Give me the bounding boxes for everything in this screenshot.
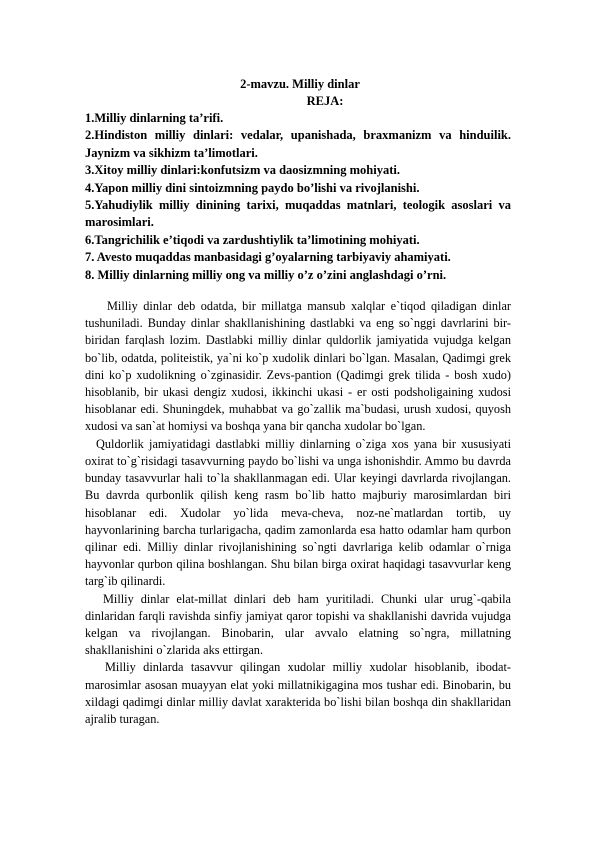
- plan-item: 4.Yapon milliy dini sintoizmning paydo bo’lishi va rivojlanishi.: [85, 180, 420, 195]
- section-spacer: [85, 284, 511, 298]
- plan-item: 8. Milliy dinlarning milliy ong va milliy o’z o’zini anglashdagi o’rni.: [85, 267, 447, 282]
- plan-item: 6.Tangrichilik e’tiqodi va zardushtiylik ta’limotining mohiyati.: [85, 232, 420, 247]
- plan-heading: REJA:: [306, 94, 344, 108]
- page-title: 2-mavzu. Milliy dinlar: [240, 77, 360, 91]
- document-page: [85, 76, 511, 728]
- plan-list: [85, 110, 511, 284]
- body-paragraph: Quldorlik jamiyatidagi dastlabki milliy dinlarning o`ziga xos yana bir xususiyati oxirat to`g`risidagi tasavvurning paydo bo`lishi va unga ishonishdir. Ammo bu davrda bunday tasavvurlar hali to`la shakllanmagan edi. Ular keyingi davrlarda rivojlangan. Bu davrda qurbonlik qilish keng rasm bo`lib hatto majburiy marosimlardan biri hisoblanar edi. Xudolar yo`lida meva-cheva, noz-ne`matlardan tortib, uy hayvonlarining barcha turlarigacha, qadim zamonlarda esa hatto odamlar ham qurbon qilinar edi. Milliy dinlar rivojlanishining so`ngti davrlariga kelib odamlar o`rniga hayvonlar qurbon qilina boshlangan. Shu bilan birga oxirat haqidagi tasavvurlar keng targ`ib qilinardi.: [85, 436, 511, 589]
- plan-item: 1.Milliy dinlarning ta’rifi.: [85, 111, 224, 125]
- plan-item: 3.Xitoy milliy dinlari:konfutsizm va daosizmning mohiyati.: [85, 163, 400, 178]
- plan-item: 5.Yahudiylik milliy dinining tarixi, muqaddas matnlari, teologik asoslari va marosimlari.: [85, 198, 511, 230]
- body-paragraph: Milliy dinlar deb odatda, bir millatga mansub xalqlar e`tiqod qiladigan dinlar tushuniladi. Bunday dinlar shakllanishining dastlabki va eng so`nggi davrlarini bir-biridan farqlash lozim. Dastlabki milliy dinlar quldorlik jamiyatida vujudga kelgan bo`lib, odatda, politeistik, ya`ni ko`p xudolik dinlari bo`lgan. Masalan, Qadimgi grek dini ko`p xudolikning o`zginasidir. Zevs-pantion (Qadimgi grek tilida - bosh xudo) hisoblanib, bir ukasi dengiz xudosi, ikkinchi ukasi - er osti podsholigaining xudosi hisoblanar edi. Shuningdek, muhabbat va go`zallik ma`budasi, urush xudosi, quyosh xudosi va san`at homiysi va boshqa yana bir qancha xudolar bo`lgan.: [85, 299, 511, 434]
- plan-item: 2.Hindiston milliy dinlari: vedalar, upanishada, braxmanizm va hinduilik. Jaynizm va sikhizm ta’limotlari.: [85, 128, 511, 160]
- body-paragraph: Milliy dinlarda tasavvur qilingan xudolar milliy xudolar hisoblanib, ibodat-marosimlar asosan muayyan elat yoki millatnikigagina mos tushar edi. Binobarin, bu xildagi qadimgi dinlar milliy davlat xarakterida bo`lishi bilan boshqa din shakllaridan ajralib turagan.: [85, 660, 511, 726]
- body-paragraph: Milliy dinlar elat-millat dinlari deb ham yuritiladi. Chunki ular urug`-qabila dinlaridan farqli ravishda sinfiy jamiyat qaror topishi va shakllanishi davrida vujudga kelgan va rivojlangan. Binobarin, ular avvalo elatning so`ngra, millatning shakllanishini o`zlarida aks ettirgan.: [85, 591, 511, 658]
- plan-item: 7. Avesto muqaddas manbasidagi g’oyalarning tarbiyaviy ahamiyati.: [85, 250, 451, 265]
